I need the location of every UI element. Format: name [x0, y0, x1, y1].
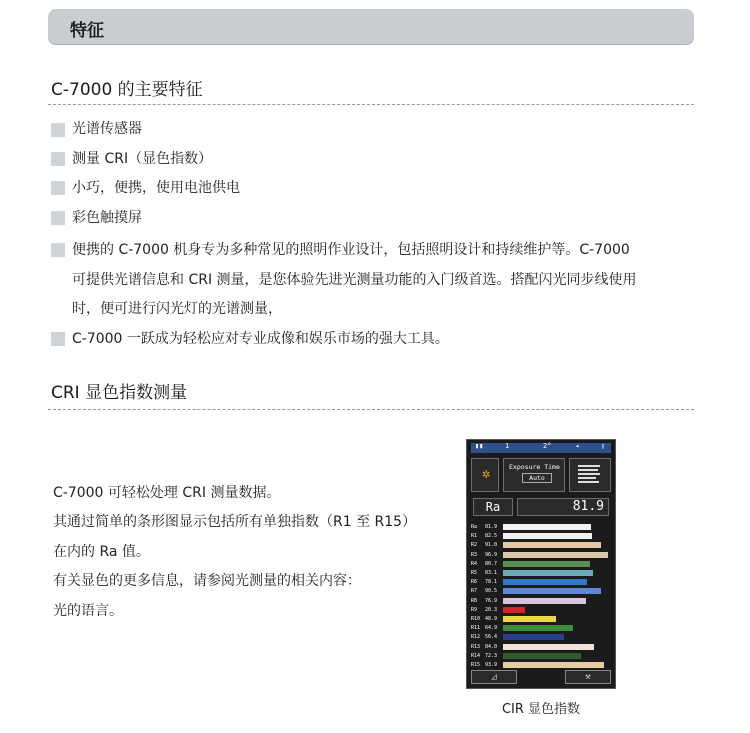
- list-item: 小巧，便携，使用电池供电: [72, 180, 240, 196]
- wrench-icon[interactable]: ⚒: [565, 670, 611, 684]
- cri-value-r4: 80.7: [485, 560, 498, 567]
- paragraph-line: 在内的 Ra 值。: [53, 544, 150, 560]
- sun-icon: ✲: [482, 466, 491, 482]
- cri-label-r10: R10: [471, 616, 481, 622]
- cri-bar-r13: [503, 644, 594, 650]
- cri-bar-r7: [503, 588, 601, 594]
- cri-value-r10: 48.9: [485, 616, 498, 622]
- cri-label-r6: R6: [471, 579, 478, 586]
- bullet-marker: [51, 123, 65, 137]
- list-item: C-7000 一跃成为轻松应对专业成像和娱乐市场的强大工具。: [72, 331, 449, 347]
- cri-label-r11: R11: [471, 625, 481, 632]
- cri-label-r12: R12: [471, 634, 481, 641]
- cri-bar-r1: [503, 533, 592, 539]
- cri-label-r7: R7: [471, 588, 478, 595]
- cri-label-r15: R15: [471, 662, 481, 668]
- status-angle: 2°: [543, 442, 552, 450]
- list-item-continued: 可提供光谱信息和 CRI 测量，是您体验先进光测量功能的入门级首选。搭配闪光同步线使用: [72, 272, 637, 288]
- cri-label-r4: R4: [471, 560, 478, 567]
- cri-value-r3: 96.9: [485, 551, 498, 558]
- spectrum-thumbnail-icon: [570, 459, 610, 491]
- cri-bar-r5: [503, 570, 593, 576]
- paragraph-line: 光的语言。: [53, 603, 123, 619]
- cri-bar-r9: [503, 607, 525, 613]
- banner-title: 特征: [70, 21, 104, 41]
- list-item: 光谱传感器: [72, 121, 142, 137]
- cri-bar-r12: [503, 634, 564, 640]
- device-screen: [466, 439, 616, 689]
- bullet-marker: [51, 181, 65, 195]
- cri-label-ra: Ra: [471, 524, 478, 530]
- cri-value-r15: 93.9: [485, 662, 498, 668]
- bullet-marker: [51, 332, 65, 346]
- cri-label-r2: R2: [471, 542, 478, 549]
- cri-label-r13: R13: [471, 643, 481, 650]
- exposure-label: Exposure Time: [509, 463, 560, 471]
- exposure-value: Auto: [522, 473, 552, 483]
- cri-bar-r10: [503, 616, 556, 622]
- status-left: 1: [505, 442, 510, 450]
- cri-bar-r11: [503, 625, 573, 631]
- cri-value-r1: 82.5: [485, 533, 498, 540]
- cri-bar-r6: [503, 579, 587, 585]
- list-item: 便携的 C-7000 机身专为多种常见的照明作业设计，包括照明设计和持续维护等。C-7000: [72, 242, 630, 258]
- status-bar-fill: [471, 443, 611, 453]
- cri-bar-r2: [503, 542, 601, 548]
- cri-value-r5: 83.1: [485, 570, 498, 576]
- list-item: 彩色触摸屏: [72, 210, 142, 226]
- features-heading: C-7000 的主要特征: [51, 80, 203, 100]
- cri-value-r6: 78.1: [485, 579, 498, 586]
- cri-value-r7: 90.5: [485, 588, 498, 595]
- divider: [48, 104, 694, 105]
- bullet-marker: [51, 152, 65, 166]
- paragraph-line: C-7000 可轻松处理 CRI 测量数据。: [53, 485, 281, 501]
- cri-value-r11: 64.9: [485, 625, 498, 632]
- cri-label-r8: R8: [471, 597, 478, 604]
- cri-bar-r14: [503, 653, 581, 659]
- cri-bar-r15: [503, 662, 604, 668]
- cri-value-r8: 76.9: [485, 597, 498, 604]
- paragraph-line: 有关显色的更多信息，请参阅光测量的相关内容：: [53, 573, 361, 589]
- cri-heading: CRI 显色指数测量: [51, 383, 188, 403]
- cri-label-r1: R1: [471, 533, 478, 540]
- speaker-icon: ◂: [575, 442, 580, 450]
- bullet-marker: [51, 243, 65, 257]
- battery-icon: ▮▮: [475, 442, 484, 450]
- cri-label-r9: R9: [471, 606, 478, 613]
- image-caption: CIR 显色指数: [501, 702, 581, 717]
- cri-value-r13: 84.0: [485, 643, 498, 650]
- ra-value: 81.9: [517, 498, 609, 516]
- back-button[interactable]: ◿: [471, 670, 517, 684]
- list-item: 测量 CRI（显色指数）: [72, 151, 213, 167]
- cri-bar-ra: [503, 524, 591, 530]
- spectrum-thumbnail[interactable]: [569, 458, 611, 492]
- section-banner: [48, 9, 694, 45]
- list-item-continued: 时，便可进行闪光灯的光谱测量，: [72, 301, 282, 317]
- cri-label-r5: R5: [471, 570, 478, 576]
- cri-value-r2: 91.0: [485, 542, 498, 549]
- cri-bar-r8: [503, 598, 586, 604]
- cri-value-ra: 81.9: [485, 524, 498, 530]
- bullet-marker: [51, 211, 65, 225]
- memory-icon: ▯: [601, 442, 606, 450]
- cri-value-r14: 72.3: [485, 652, 498, 659]
- cri-label-r14: R14: [471, 652, 481, 659]
- cri-value-r12: 56.4: [485, 634, 498, 641]
- status-bar: [471, 443, 611, 453]
- cri-bar-r3: [503, 552, 608, 558]
- ra-label: Ra: [473, 498, 513, 516]
- cri-label-r3: R3: [471, 551, 478, 558]
- mode-button[interactable]: [471, 458, 499, 492]
- cri-value-r9: 20.3: [485, 606, 498, 613]
- divider: [48, 409, 694, 410]
- cri-bar-r4: [503, 561, 590, 567]
- paragraph-line: 其通过简单的条形图显示包括所有单独指数（R1 至 R15）: [53, 514, 417, 530]
